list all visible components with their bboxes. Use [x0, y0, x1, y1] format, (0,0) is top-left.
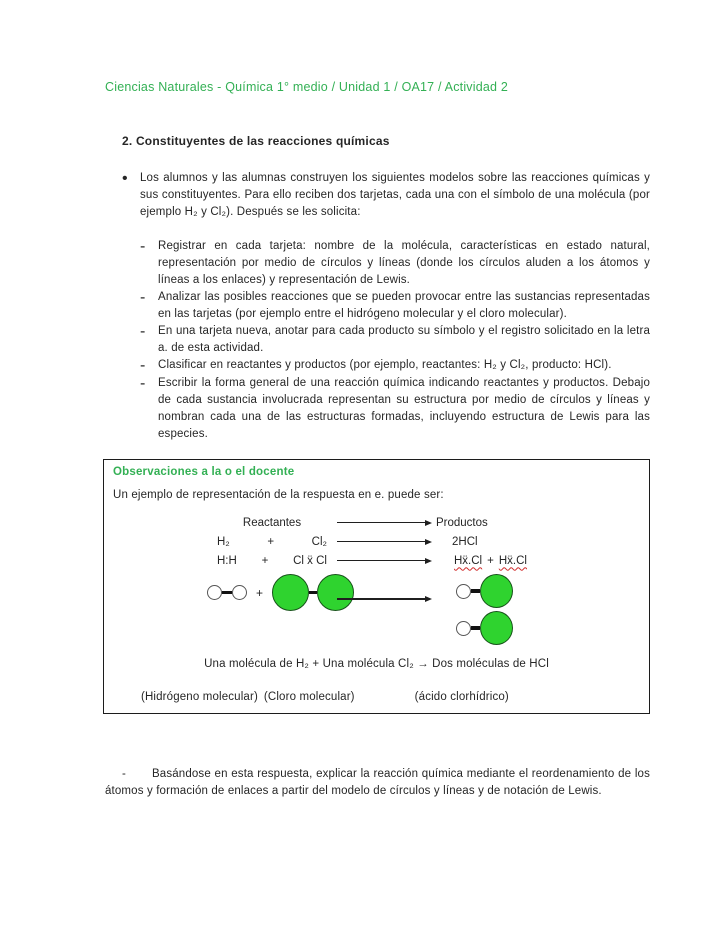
plus-sign: +	[487, 554, 494, 567]
product-lewis	[436, 551, 631, 570]
plus-sign: +	[267, 535, 275, 548]
dash-marker: -	[140, 238, 146, 255]
observations-title: Observaciones a la o el docente	[113, 466, 295, 478]
task-text: Escribir la forma general de una reacción química indicando reactantes y productos. Debajo de cada sustancia involucrada representan su estructura por medio de círculos y líneas y nombran cada una de las estructuras formadas, incluyendo estructura de Lewis para las especies.	[158, 377, 650, 440]
h-atom-circle	[456, 584, 471, 599]
task-item	[105, 357, 650, 375]
h-atom-circle	[456, 621, 471, 636]
task-text: Analizar las posibles reacciones que se pueden provocar entre las sustancias representadas en las tarjetas (por ejemplo entre el hidrógeno molecular y el cloro molecular).	[158, 291, 650, 320]
task-item	[105, 375, 650, 443]
h2-formula: H₂	[217, 535, 230, 548]
reactant-formulas	[211, 532, 333, 551]
dash-marker: -	[140, 289, 146, 306]
reaction-arrow	[337, 570, 432, 648]
reaction-arrow	[337, 532, 432, 551]
cl2-lewis: Cl ẍ Cl	[293, 554, 327, 567]
molecule-names-row	[113, 691, 640, 703]
task-item	[105, 238, 650, 289]
cl2-formula: Cl₂	[311, 535, 327, 548]
hcl-molecule-model	[456, 574, 513, 608]
dash-marker: -	[140, 357, 146, 374]
closing-item	[105, 766, 650, 800]
product-models	[436, 570, 631, 648]
right-arrow-icon	[337, 558, 432, 564]
observations-intro: Un ejemplo de representación de la respuesta en e. puede ser:	[113, 489, 444, 501]
h-atom-circle	[207, 585, 222, 600]
plus-sign: +	[261, 554, 269, 567]
task-item	[105, 323, 650, 357]
cl-atom-circle	[272, 574, 309, 611]
hcl-lewis: Hẍ.Cl	[454, 554, 483, 567]
right-arrow-icon	[337, 539, 432, 545]
h2-lewis: H:H	[217, 554, 237, 567]
intro-paragraph	[105, 170, 650, 221]
task-item	[105, 289, 650, 323]
products-label: Productos	[436, 516, 488, 529]
reactants-label: Reactantes	[242, 516, 302, 529]
task-text: En una tarjeta nueva, anotar para cada producto su símbolo y el registro solicitado en la letra a. de esta actividad.	[158, 325, 650, 354]
acid-name: (ácido clorhídrico)	[414, 691, 509, 703]
bond-line	[471, 589, 480, 592]
cl-atom-circle	[480, 574, 513, 608]
cl-atom-circle	[480, 611, 513, 645]
product-models-group	[436, 574, 513, 645]
hcl-molecule-model	[456, 611, 513, 645]
right-arrow-icon	[337, 520, 432, 526]
hcl-lewis: Hẍ.Cl	[498, 554, 527, 567]
dash-marker: -	[140, 375, 146, 392]
h-atom-circle	[232, 585, 247, 600]
chlorine-name: (Cloro molecular)	[263, 691, 355, 703]
reactant-models-group	[207, 574, 354, 611]
bullet-marker: •	[122, 170, 128, 187]
reaction-arrow	[337, 513, 432, 532]
plus-sign: +	[256, 585, 264, 600]
intro-text: Los alumnos y las alumnas construyen los siguientes modelos sobre las reacciones químicas y sus constituyentes. Para ello reciben dos tarjetas, cada una con el símbolo de una molécula (por ejemplo H₂ y Cl₂). Después se les solicita:	[140, 172, 650, 218]
product-formula: 2HCl	[452, 535, 478, 548]
right-arrow-icon	[337, 596, 432, 602]
hydrogen-name: (Hidrógeno molecular)	[141, 691, 258, 703]
reactant-lewis	[211, 551, 333, 570]
dash-marker: -	[140, 323, 146, 340]
equation-caption: Una molécula de H₂ + Una molécula Cl₂ → Dos moléculas de HCl	[204, 658, 549, 670]
reaction-equation	[211, 513, 640, 648]
h2-molecule-model	[207, 585, 247, 600]
task-text: Registrar en cada tarjeta: nombre de la molécula, características en estado natural, representación por medio de círculos y líneas (donde los círculos aluden a los átomos y líneas a los enlaces) y representación de Lewis.	[158, 240, 650, 286]
section-title: 2. Constituyentes de las reacciones químicas	[122, 134, 390, 148]
bond-line	[222, 591, 232, 594]
reactant-models	[211, 570, 333, 648]
document-header: Ciencias Naturales - Química 1° medio / Unidad 1 / OA17 / Actividad 2	[105, 80, 509, 94]
task-list	[105, 238, 650, 443]
task-text: Clasificar en reactantes y productos (por ejemplo, reactantes: H₂ y Cl₂, producto: HCl).	[158, 359, 612, 371]
bond-line	[471, 626, 480, 629]
bond-line	[309, 591, 317, 594]
reaction-arrow	[337, 551, 432, 570]
teacher-observations-box	[103, 459, 650, 714]
dash-marker: -	[122, 768, 126, 780]
closing-text: Basándose en esta respuesta, explicar la reacción química mediante el reordenamiento de los átomos y formación de enlaces a partir del modelo de círculos y líneas y de notación de Lewis.	[105, 768, 650, 797]
